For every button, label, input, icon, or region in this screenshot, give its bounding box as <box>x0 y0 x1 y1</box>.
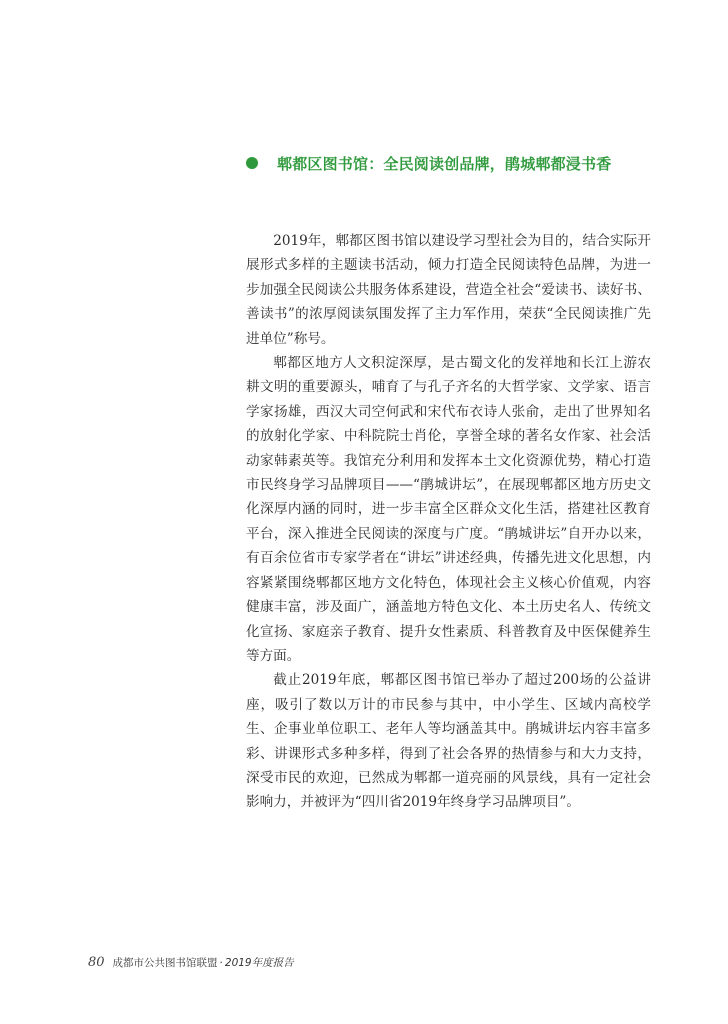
section-title: 郫都区图书馆：全民阅读创品牌，鹃城郫都浸书香 <box>277 154 612 173</box>
article-body <box>246 229 651 815</box>
green-dot-icon <box>246 157 258 169</box>
footer-report-title: 2019年度报告 <box>224 957 294 969</box>
page-number: 80 <box>88 955 105 970</box>
page-footer <box>88 955 294 970</box>
footer-separator: · <box>219 957 223 969</box>
article-paragraph-2: 郫都区地方人文积淀深厚，是古蜀文化的发祥地和长江上游农耕文明的重要源头，哺育了与孔子齐名的大哲学家、文学家、语言学家扬雄，西汉大司空何武和宋代布衣诗人张俞，走出了世界知名的放射化学家、中科院院士肖伦，享誉全球的著名女作家、社会活动家韩素英等。我馆充分利用和发挥本土文化资源优势，精心打造市民终身学习品牌项目——“鹃城讲坛”，在展现郫都区地方历史文化深厚内涵的同时，进一步丰富全区群众文化生活，搭建社区教育平台，深入推进全民阅读的深度与广度。“鹃城讲坛”自开办以来，有百余位省市专家学者在“讲坛”讲述经典，传播先进文化思想，内容紧紧围绕郫都区地方文化特色，体现社会主义核心价值观，内容健康丰富，涉及面广，涵盖地方特色文化、本土历史名人、传统文化宣扬、家庭亲子教育、提升女性素质、科普教育及中医保健养生等方面。 <box>246 355 651 664</box>
article-paragraph-3: 截止2019年底，郫都区图书馆已举办了超过200场的公益讲座，吸引了数以万计的市民参与其中，中小学生、区域内高校学生、企事业单位职工、老年人等均涵盖其中。鹃城讲坛内容丰富多彩、讲课形式多种多样，得到了社会各界的热情参与和大力支持，深受市民的欢迎，已然成为郫都一道亮丽的风景线，具有一定社会影响力，并被评为“四川省2019年终身学习品牌项目”。 <box>246 672 651 811</box>
footer-organization: 成都市公共图书馆联盟 <box>112 957 218 969</box>
article-paragraph-1: 2019年，郫都区图书馆以建设学习型社会为目的，结合实际开展形式多样的主题读书活动，倾力打造全民阅读特色品牌，为进一步加强全民阅读公共服务体系建设，营造全社会“爱读书、读好书、善读书”的浓厚阅读氛围发挥了主力军作用，荣获“全民阅读推广先进单位”称号。 <box>246 233 651 347</box>
section-heading <box>246 151 611 175</box>
